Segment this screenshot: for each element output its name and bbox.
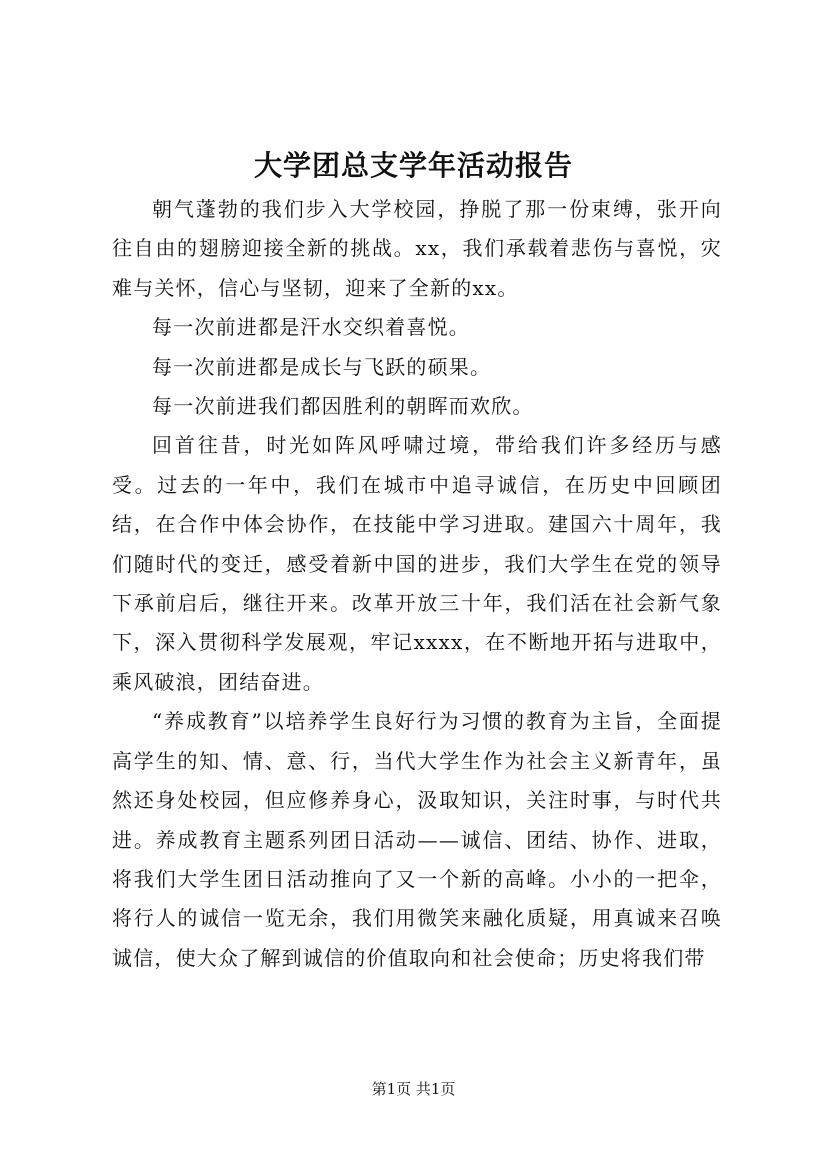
paragraph-4: 每一次前进我们都因胜利的朝晖而欢欣。 (152, 394, 534, 419)
paragraph-6: “养成教育”以培养学生良好行为习惯的教育为主旨，全面提高学生的知、情、意、行，当代大学生作为社会主义新青年，虽然还身处校园，但应修养身心，汲取知识，关注时事，与时代共进。养成教育主题系列团日活动——诚信、团结、协作、进取，将我们大学生团日活动推向了又一个新的高峰。小小的一把伞，将行人的诚信一览无余，我们用微笑来融化质疑，用真诚来召唤诚信，使大众了解到诚信的价值取向和社会使命；历史将我们带 (112, 709, 722, 970)
document-title: 大学团总支学年活动报告 (253, 149, 573, 182)
paragraph-3: 每一次前进都是成长与飞跃的硕果。 (152, 354, 492, 379)
document-body (112, 190, 722, 978)
paragraph-5: 回首往昔，时光如阵风呼啸过境，带给我们许多经历与感受。过去的一年中，我们在城市中追寻诚信，在历史中回顾团结，在合作中体会协作，在技能中学习进取。建国六十周年，我们随时代的变迁，感受着新中国的进步，我们大学生在党的领导下承前启后，继往开来。改革开放三十年，我们活在社会新气象下，深入贯彻科学发展观，牢记xxxx，在不断地开拓与进取中，乘风破浪，团结奋进。 (112, 433, 722, 694)
paragraph-1: 朝气蓬勃的我们步入大学校园，挣脱了那一份束缚，张开向往自由的翅膀迎接全新的挑战。xx，我们承载着悲伤与喜悦，灾难与关怀，信心与坚韧，迎来了全新的xx。 (112, 197, 722, 300)
paragraph-2: 每一次前进都是汗水交织着喜悦。 (152, 315, 470, 340)
page-footer: 第1页 共1页 (371, 1080, 456, 1098)
